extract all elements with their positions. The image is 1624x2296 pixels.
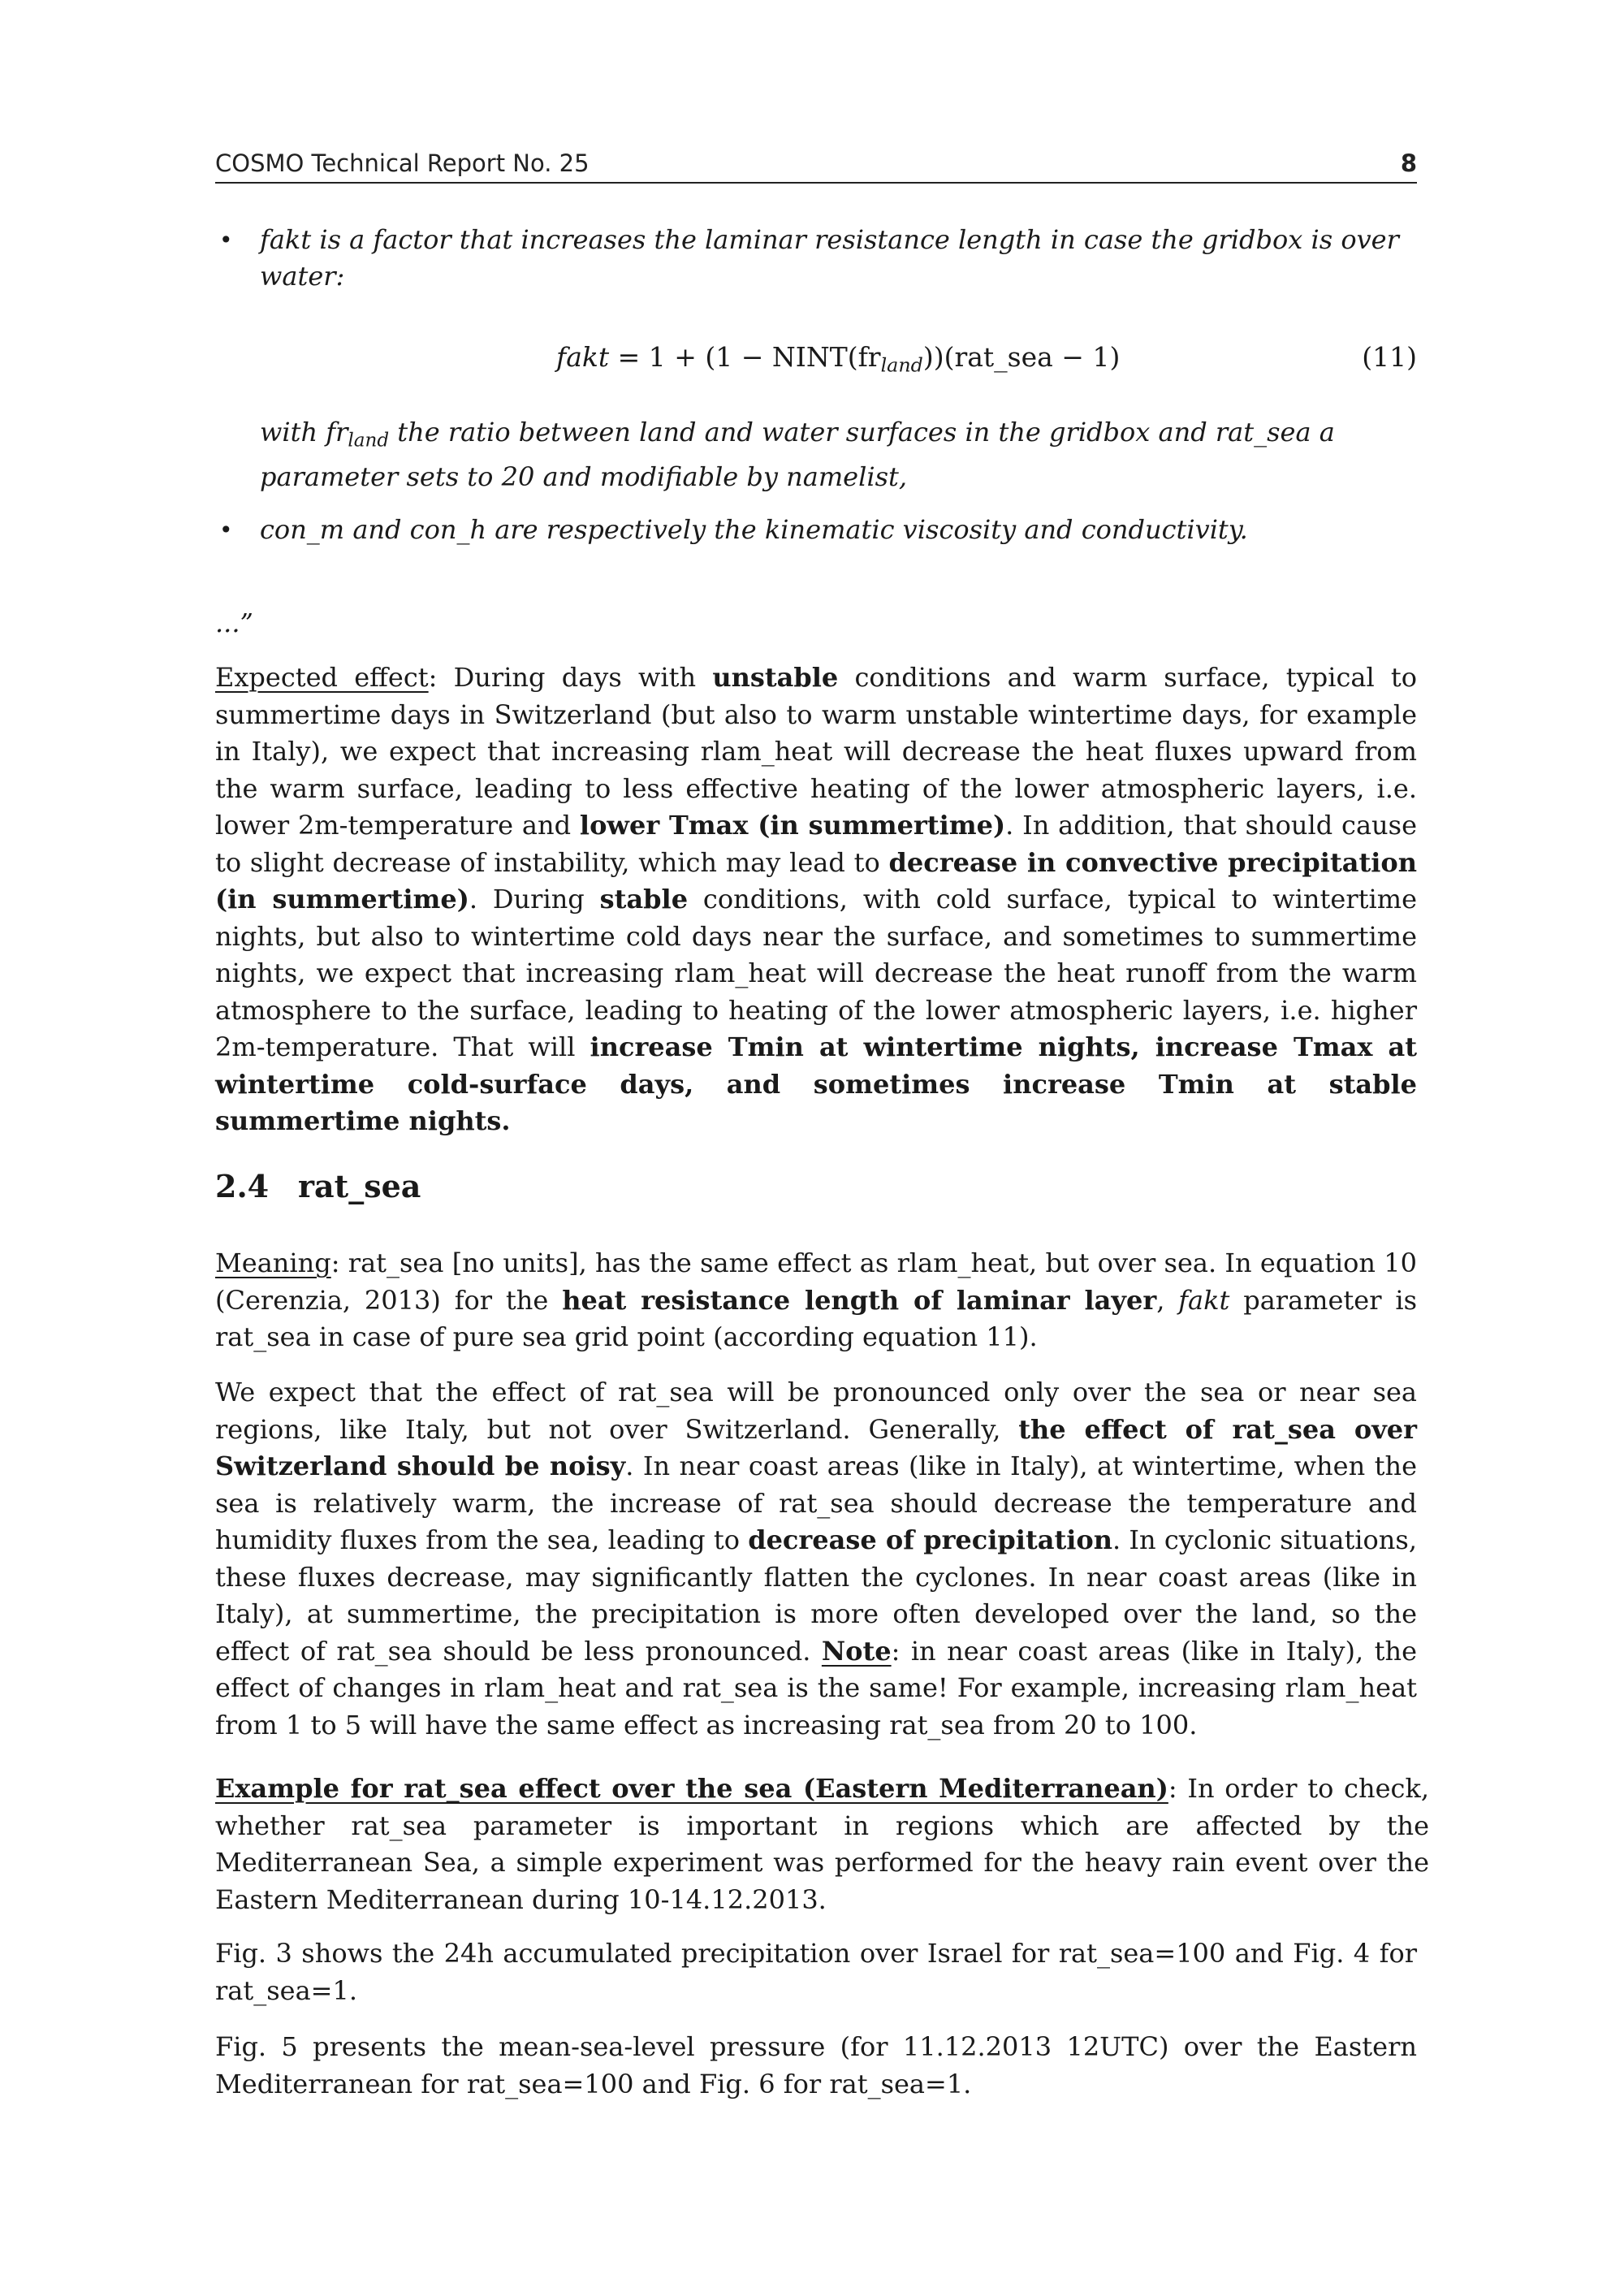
bullet-con	[219, 512, 1417, 548]
equation-expression: fakt = $1 + (1 - NINT(fr_{land}))(rat\_sea - 1)$	[556, 341, 1121, 377]
equation-11	[215, 341, 1417, 382]
page-header	[215, 145, 1417, 184]
bullet-icon: •	[219, 517, 233, 543]
note-label: Note	[821, 1635, 892, 1667]
bullet-con-text: con_m and con_h are respectively the kinematic viscosity and conductivity.	[260, 514, 1248, 545]
page-number: 8	[1400, 149, 1417, 177]
fig3-paragraph: Fig. 3 shows the 24h accumulated precipitation over Israel for rat_sea=100 and Fig. 4 for rat_sea=1.	[215, 1938, 1417, 2006]
example-label: Example for rat_sea effect over the sea (Eastern Mediterranean)	[215, 1773, 1168, 1804]
equation-number: (11)	[1362, 341, 1417, 373]
expected-effect-label: Expected effect	[215, 662, 429, 693]
report-title: COSMO Technical Report No. 25	[215, 149, 590, 177]
rat-sea-effect-paragraph: We expect that the effect of rat_sea will be pronounced only over the sea or near sea regions, like Italy, but not over Switzerland. Generally, the effect of rat_sea over Switzerland should be noisy. In near coast areas (like in Italy), at wintertime, when the sea is relatively warm, the increase of rat_sea should decrease the temperature and humidity fluxes from the sea, leading to decrease of precipitation. In cyclonic situations, these fluxes decrease, may significantly flatten the cyclones. In near coast areas (like in Italy), at summertime, the precipitation is more often developed over the land, so the effect of rat_sea should be less pronounced. Note: in near coast areas (like in Italy), the effect of changes in rlam_heat and rat_sea is the same! For example, increasing rlam_heat from 1 to 5 will have the same effect as increasing rat_sea from 20 to 100.	[215, 1377, 1418, 1740]
meaning-label: Meaning	[215, 1247, 331, 1278]
meaning-paragraph: Meaning: rat_sea [no units], has the same effect as rlam_heat, but over sea. In equation 10 (Cerenzia, 2013) for the heat resistance length of laminar layer, fakt parameter is rat_sea in case of pure sea grid point (according equation 11).	[215, 1247, 1418, 1352]
quote-end: ...”	[215, 608, 253, 638]
bullet-fakt-text: fakt is a factor that increases the laminar resistance length in case the gridbox is over water:	[260, 224, 1399, 292]
example-paragraph: Example for rat_sea effect over the sea (Eastern Mediterranean): In order to check, whether rat_sea parameter is important in regions which are affected by the Mediterranean Sea, a simple experiment was performed for the heavy rain event over the Eastern Mediterranean during 10-14.12.2013.	[215, 1773, 1430, 1915]
fig5-paragraph: Fig. 5 presents the mean-sea-level pressure (for 11.12.2013 12UTC) over the Eastern Mediterranean for rat_sea=100 and Fig. 6 for rat_sea=1.	[215, 2031, 1417, 2099]
fr-land-definition: with $fr_{land}$ the ratio between land and water surfaces in the gridbox and rat_sea a parameter sets to 20 and modifiable by namelist,	[260, 417, 1335, 493]
bullet-icon: •	[219, 227, 233, 253]
expected-effect-paragraph: Expected effect: During days with unstable conditions and warm surface, typical to summertime days in Switzerland (but also to warm unstable wintertime days, for example in Italy), we expect that increasing rlam_heat will decrease the heat fluxes upward from the warm surface, leading to less effective heating of the lower atmospheric layers, i.e. lower 2m-temperature and lower Tmax (in summertime). In addition, that should cause to slight decrease of instability, which may lead to decrease in convective precipitation (in summertime). During stable conditions, with cold surface, typical to wintertime nights, but also to wintertime cold days near the surface, and sometimes to summertime nights, we expect that increasing rlam_heat will decrease the heat runoff from the warm atmosphere to the surface, leading to heating of the lower atmospheric layers, i.e. higher 2m-temperature. That will increase Tmin at wintertime nights, increase Tmax at wintertime cold-surface days, and sometimes increase Tmin at stable summertime nights.	[215, 662, 1418, 1136]
section-number: 2.4	[215, 1168, 270, 1204]
section-heading	[215, 1168, 421, 1204]
bullet-fakt	[219, 222, 1417, 295]
section-title: rat_sea	[298, 1168, 421, 1204]
